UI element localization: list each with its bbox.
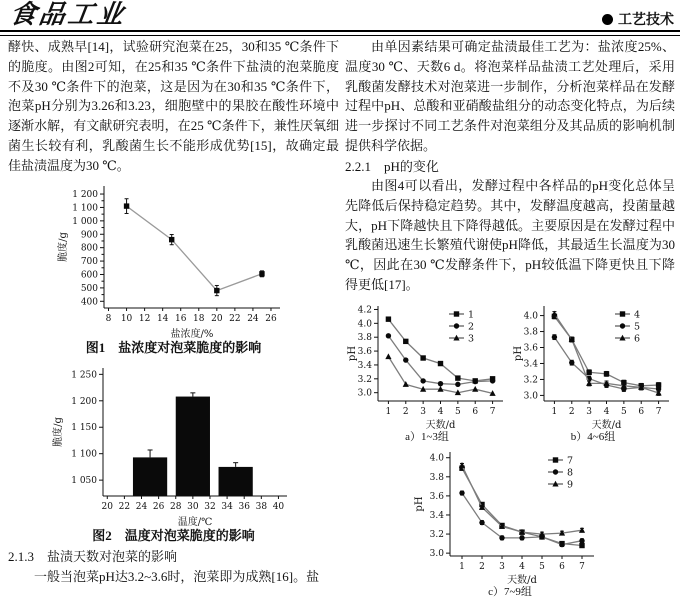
figure1-caption: 图1 盐浓度对泡菜脆度的影响	[85, 340, 262, 356]
figure-4c	[412, 446, 608, 599]
section-heading-221: 2.2.1 pH的变化	[345, 158, 439, 174]
header-double-rule	[0, 30, 680, 36]
figure4-row	[345, 301, 675, 444]
svg-text:4: 4	[437, 406, 444, 417]
section-badge	[602, 9, 674, 29]
right-column	[345, 37, 675, 599]
svg-text:3.8: 3.8	[429, 472, 444, 483]
svg-text:4.0: 4.0	[357, 318, 372, 329]
svg-text:2: 2	[479, 561, 485, 572]
svg-text:800: 800	[80, 243, 98, 254]
svg-text:1: 1	[385, 406, 392, 417]
svg-text:3: 3	[468, 333, 475, 344]
figure4b-line-chart	[511, 301, 675, 431]
svg-text:600: 600	[80, 270, 98, 281]
figure-2	[8, 362, 339, 545]
figure2-caption: 图2 温度对泡菜脆度的影响	[92, 528, 255, 544]
section-badge-label: 工艺技术	[618, 11, 674, 27]
svg-text:2: 2	[468, 321, 475, 332]
figure4c-line-chart	[412, 446, 608, 586]
svg-text:温度/℃: 温度/℃	[177, 517, 212, 529]
svg-text:4.0: 4.0	[523, 311, 538, 322]
svg-text:28: 28	[169, 502, 181, 513]
svg-text:3.6: 3.6	[523, 343, 538, 354]
svg-text:1: 1	[468, 309, 475, 320]
svg-text:24: 24	[246, 314, 259, 325]
svg-text:3.4: 3.4	[523, 358, 538, 369]
svg-text:7: 7	[579, 561, 585, 572]
svg-text:22: 22	[228, 314, 241, 325]
svg-text:9: 9	[567, 479, 574, 491]
svg-text:3: 3	[586, 406, 593, 417]
svg-text:2: 2	[568, 406, 575, 417]
svg-text:24: 24	[135, 502, 147, 513]
figure-4b	[511, 301, 675, 444]
svg-text:40: 40	[272, 502, 284, 513]
svg-text:3: 3	[499, 561, 505, 572]
svg-text:1 200: 1 200	[71, 190, 98, 201]
svg-text:脆度/g: 脆度/g	[52, 417, 64, 448]
figure2-bar-chart	[51, 362, 297, 528]
figure4a-caption: a）1~3组	[405, 430, 449, 443]
svg-text:4: 4	[519, 561, 525, 572]
svg-text:3.4: 3.4	[357, 360, 372, 371]
svg-text:1 150: 1 150	[70, 423, 97, 434]
svg-text:天数/d: 天数/d	[425, 419, 456, 431]
journal-logo: 食品工业	[8, 0, 129, 29]
svg-text:4.2: 4.2	[357, 304, 372, 315]
bullet-icon	[602, 14, 613, 25]
figure-4a	[345, 301, 509, 444]
svg-text:1 100: 1 100	[70, 449, 97, 460]
right-paragraph-1: 由单因素结果可确定盐渍最佳工艺为：盐浓度25%、温度30 ℃、天数6 d。将泡菜样品盐渍工艺处理后，采用乳酸菌发酵技术对泡菜进一步制作，分析泡菜样品在发酵过程中pH、总酸和亚硝酸盐组分的动态变化特点，为后续进一步探讨不同工艺条件对泡菜组分及其品质的影响机制提供科学依据。	[345, 39, 675, 153]
svg-text:12: 12	[138, 314, 150, 325]
svg-text:1: 1	[459, 561, 465, 572]
svg-text:盐浓度/%: 盐浓度/%	[170, 329, 213, 341]
svg-text:38: 38	[255, 502, 267, 513]
svg-text:8: 8	[105, 314, 111, 325]
svg-text:天数/d: 天数/d	[591, 419, 622, 431]
svg-text:3.8: 3.8	[357, 332, 372, 343]
svg-text:4.0: 4.0	[429, 453, 444, 464]
svg-text:6: 6	[472, 406, 479, 417]
svg-text:天数/d: 天数/d	[507, 574, 537, 586]
svg-text:3.4: 3.4	[429, 510, 444, 521]
figure1-line-chart	[56, 180, 292, 340]
svg-text:20: 20	[210, 314, 223, 325]
svg-text:7: 7	[655, 406, 662, 417]
svg-text:3: 3	[420, 406, 427, 417]
svg-text:3.6: 3.6	[357, 346, 372, 357]
svg-text:4: 4	[634, 309, 641, 320]
svg-text:36: 36	[237, 502, 250, 513]
svg-text:3.8: 3.8	[523, 327, 538, 338]
svg-text:5: 5	[539, 561, 545, 572]
svg-text:3.6: 3.6	[429, 491, 444, 502]
svg-text:26: 26	[152, 502, 164, 513]
left-column	[8, 37, 339, 586]
svg-text:3.0: 3.0	[357, 388, 372, 399]
svg-text:pH: pH	[347, 345, 358, 361]
svg-text:6: 6	[559, 561, 565, 572]
svg-text:5: 5	[634, 321, 641, 332]
left-paragraph-1: 酵快、成熟早[14]，试验研究泡菜在25，30和35 ℃条件下的脆度。由图2可知，在25和35 ℃条件下盐渍的泡菜脆度不及30 ℃条件下的泡菜，这是因为在30和35 ℃条件下，泡菜pH分别为3.26和3.23，细胞壁中的果胶在酸性环境中逐渐水解，有文献研究表明，在25 ℃条件下，兼性厌氧细菌生长较有利，乳酸菌生长不能形成优势[15]，故确定最佳盐渍温度为30 ℃。	[8, 39, 339, 173]
svg-text:4: 4	[603, 406, 610, 417]
svg-text:700: 700	[80, 257, 98, 268]
svg-text:7: 7	[489, 406, 496, 417]
figure4b-caption: b）4~6组	[570, 430, 616, 443]
figure-1	[8, 180, 339, 357]
svg-text:34: 34	[220, 502, 233, 513]
svg-text:pH: pH	[513, 345, 524, 361]
svg-text:pH: pH	[414, 496, 425, 512]
svg-text:400: 400	[80, 297, 98, 308]
svg-text:26: 26	[264, 314, 277, 325]
svg-text:5: 5	[620, 406, 627, 417]
figure4c-caption: c）7~9组	[488, 585, 532, 598]
svg-text:18: 18	[192, 314, 204, 325]
svg-text:5: 5	[454, 406, 461, 417]
svg-text:3.0: 3.0	[523, 390, 538, 401]
svg-text:1 200: 1 200	[70, 396, 97, 407]
svg-text:30: 30	[186, 502, 199, 513]
figure4a-line-chart	[345, 301, 509, 431]
section-heading-213: 2.1.3 盐渍天数对泡菜的影响	[8, 549, 178, 565]
svg-text:8: 8	[567, 467, 574, 479]
svg-text:1 050: 1 050	[70, 476, 97, 487]
svg-text:32: 32	[203, 502, 216, 513]
svg-text:6: 6	[634, 333, 641, 344]
svg-text:20: 20	[101, 502, 113, 513]
svg-text:3.2: 3.2	[523, 374, 538, 385]
svg-text:22: 22	[118, 502, 130, 513]
svg-text:900: 900	[80, 230, 98, 241]
svg-text:10: 10	[120, 314, 132, 325]
svg-text:2: 2	[402, 406, 409, 417]
svg-text:14: 14	[156, 314, 168, 325]
svg-text:3.0: 3.0	[429, 548, 444, 559]
left-paragraph-2: 一般当泡菜pH达3.2~3.6时，泡菜即为成熟[16]。盐	[34, 568, 320, 584]
svg-text:1 000: 1 000	[71, 217, 98, 228]
svg-text:500: 500	[80, 284, 98, 295]
svg-text:1 250: 1 250	[70, 370, 97, 381]
svg-text:脆度/g: 脆度/g	[57, 232, 69, 263]
svg-text:6: 6	[638, 406, 645, 417]
right-paragraph-2: 由图4可以看出，发酵过程中各样品的pH变化总体呈先降低后保持稳定趋势。其中，发酵温度越高，投菌量越大，pH下降越快且下降得越低。主要原因是在发酵过程中乳酸菌迅速生长繁殖代谢使pH降低，其最适生长温度为30 ℃，因此在30 ℃发酵条件下，pH较低温下降更快且下降得更低[17]。	[345, 178, 675, 292]
svg-text:1: 1	[551, 406, 558, 417]
svg-text:1 100: 1 100	[71, 203, 98, 214]
svg-text:3.2: 3.2	[429, 529, 444, 540]
svg-text:3.2: 3.2	[357, 374, 372, 385]
svg-text:16: 16	[174, 314, 186, 325]
svg-text:7: 7	[567, 455, 574, 467]
